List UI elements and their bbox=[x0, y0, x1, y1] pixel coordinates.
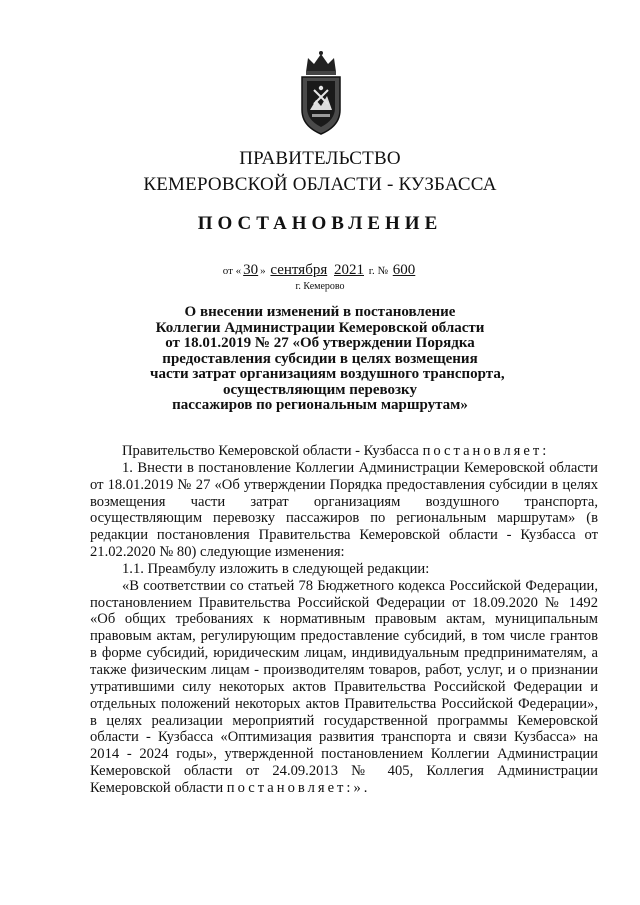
date-month: сентября bbox=[270, 262, 328, 278]
issue-city: г. Кемерово bbox=[295, 281, 345, 292]
subject-line: пассажиров по региональным маршрутам» bbox=[172, 397, 468, 413]
date-day: 30 bbox=[243, 262, 259, 278]
subject-line: Коллегии Администрации Кемеровской области bbox=[155, 319, 485, 336]
quote-close: » bbox=[260, 265, 266, 277]
preamble-resolves: постановляет:». bbox=[226, 779, 371, 796]
preamble-text: «В соответствии со статьей 78 Бюджетного кодекса Российской Федерации, постановлением Правительства Российской Федерации от 18.09.2020 № 1492 «Об общих требованиях к нормативным правовым актам, муниципальным правовым актам, регулирующим предоставление субсидий, в том числе грантов в форме субсидий, юридическим лицам, индивидуальным предпринимателям, а также физическим лицам - производителям товаров, работ, услуг, и о признании утратившими силу некоторых актов Правительства Российской Федерации и отдельных положений некоторых актов Правительства Российской Федерации», в целях реализации мероприятий государственной программы Кемеровской области - Кузбасса «Оптимизация развития транспорта и связи Кузбасса» на 2014 - 2024 годы», утвержденной постановлением Коллегии Администрации Кемеровской области от 24.09.2013 № 405, Коллегия Администрации Кемеровской области bbox=[90, 577, 598, 796]
date-year: 2021 bbox=[333, 262, 364, 278]
document-body bbox=[90, 443, 598, 797]
paragraph-1-1: 1.1. Преамбулу изложить в следующей редакции: bbox=[122, 560, 430, 577]
subject-line: осуществляющим перевозку bbox=[223, 381, 417, 398]
quote-open: « bbox=[235, 265, 242, 277]
intro-prefix: Правительство Кемеровской области - Кузбасса bbox=[122, 443, 419, 459]
document-number: 600 bbox=[392, 262, 416, 278]
date-prefix: от bbox=[222, 265, 233, 277]
number-sign: № bbox=[377, 265, 389, 277]
government-name-line1: ПРАВИТЕЛЬСТВО bbox=[239, 148, 401, 169]
paragraph-1: 1. Внести в постановление Коллегии Администрации Кемеровской области от 18.01.2019 № 27 «Об утверждении Порядка предоставления субсидии в целях возмещения части затрат организациям воздушного транспорта, осуществляющим перевозку пассажиров по региональным маршрутам» (в редакции постановления Правительства Кемеровской области - Кузбасса от 21.02.2020 № 80) следующие изменения: bbox=[90, 459, 598, 561]
document-subject bbox=[150, 304, 505, 414]
intro-paragraph bbox=[90, 443, 598, 460]
year-suffix: г. bbox=[368, 265, 375, 277]
kemerovo-region-coat-of-arms-icon bbox=[296, 50, 346, 140]
subject-line: части затрат организациям воздушного транспорта, bbox=[150, 366, 505, 382]
document-type-title: ПОСТАНОВЛЕНИЕ bbox=[197, 213, 443, 234]
paragraph-preamble bbox=[90, 578, 598, 797]
subject-line: О внесении изменений в постановление bbox=[184, 304, 456, 320]
subject-line: от 18.01.2019 № 27 «Об утверждении Порядка bbox=[165, 335, 475, 351]
intro-resolves: постановляет: bbox=[422, 443, 550, 459]
date-number-line bbox=[0, 262, 640, 279]
subject-line: предоставления субсидии в целях возмещения bbox=[162, 350, 478, 367]
government-name-line2: КЕМЕРОВСКОЙ ОБЛАСТИ - КУЗБАССА bbox=[143, 174, 497, 195]
